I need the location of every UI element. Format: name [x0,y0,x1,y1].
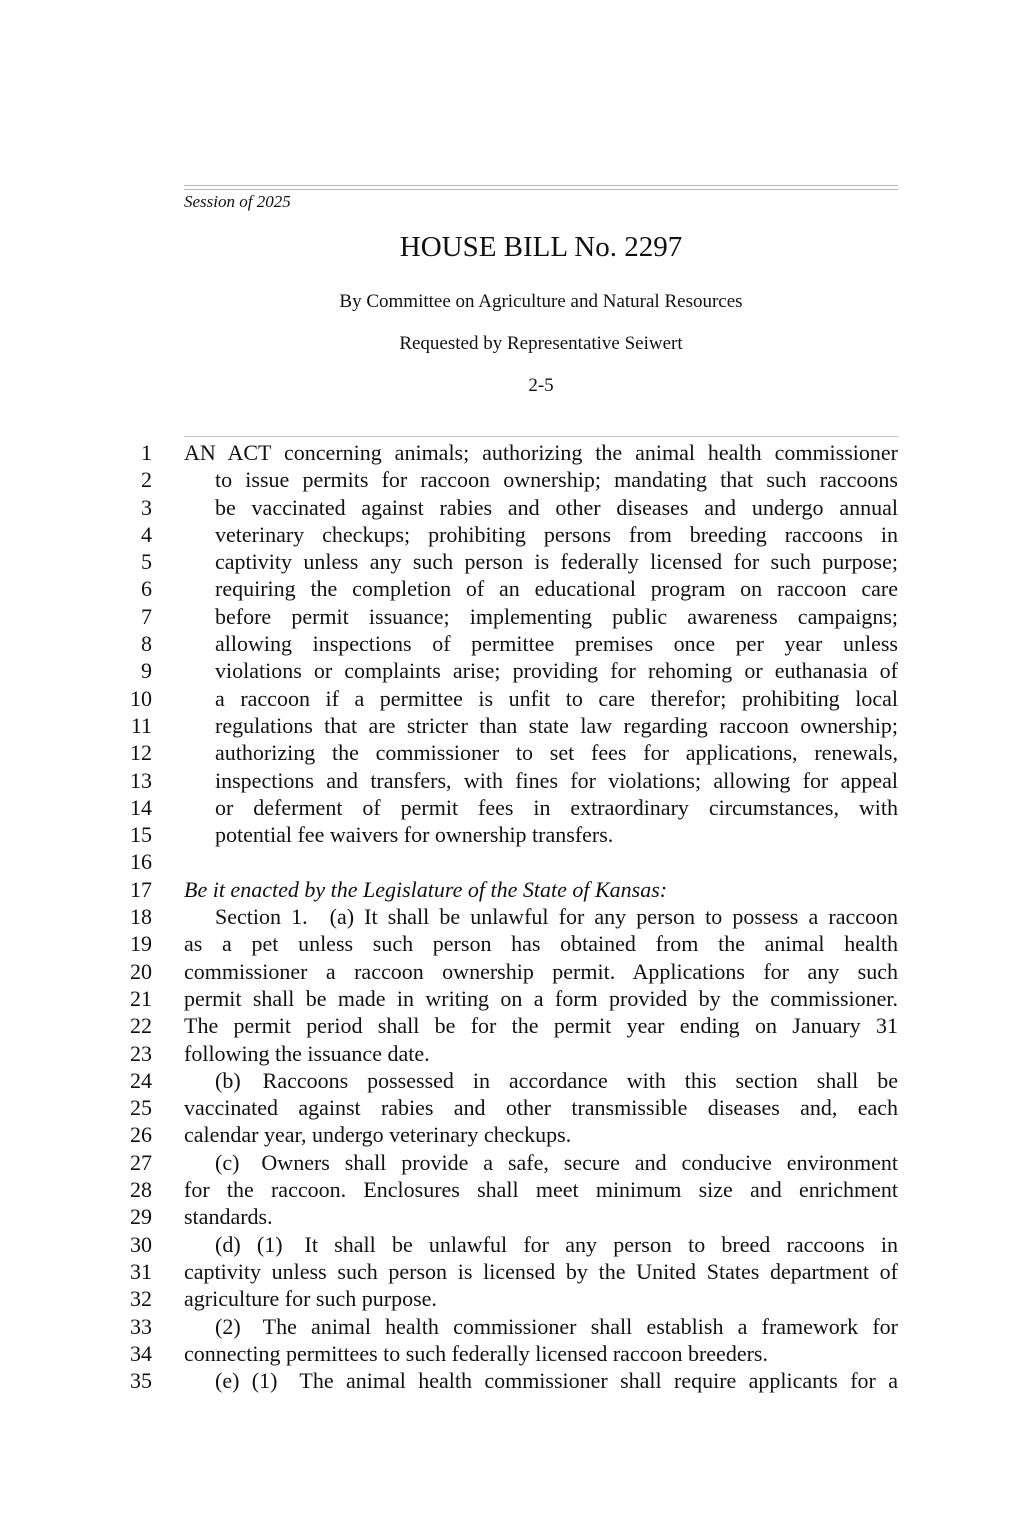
line-number: 8 [141,631,152,657]
act-title-line: veterinary checkups; prohibiting persons from breeding raccoons in [215,521,898,547]
bill-date: 2-5 [528,375,554,396]
line-number: 28 [130,1177,152,1203]
line-number: 31 [130,1258,152,1284]
section-text-line: (b) Raccoons possessed in accordance with this section shall be [215,1067,898,1093]
line-number: 27 [130,1149,152,1175]
line-number: 9 [141,658,152,684]
line-number: 11 [130,712,152,738]
act-title-line: be vaccinated against rabies and other diseases and undergo annual [215,494,898,520]
line-number: 23 [130,1040,152,1066]
section-text-line: The permit period shall be for the permit year ending on January 31 [184,1013,898,1039]
act-title-line: AN ACT concerning animals; authorizing the animal health commissioner [184,440,898,465]
act-title-line: requiring the completion of an educational program on raccoon care [215,576,898,602]
line-number: 30 [130,1231,152,1257]
section-text-line: connecting permittees to such federally licensed raccoon breeders. [184,1340,768,1366]
bill-body [184,439,898,1394]
line-number: 21 [130,985,152,1011]
section-text-line: following the issuance date. [184,1040,430,1066]
header-double-rule [184,185,898,190]
line-number: 19 [130,931,152,957]
line-number: 14 [130,794,152,820]
act-title-line: regulations that are stricter than state law regarding raccoon ownership; [215,712,898,738]
section-text-line: as a pet unless such person has obtained from the animal health [184,931,898,957]
act-title-line: before permit issuance; implementing public awareness campaigns; [215,603,898,629]
act-title-line: or deferment of permit fees in extraordinary circumstances, with [215,794,898,820]
section-text-line: (2) The animal health commissioner shall establish a framework for [215,1313,898,1339]
line-number: 10 [130,685,152,711]
section-text-line: permit shall be made in writing on a form provided by the commissioner. [184,985,898,1011]
line-number: 20 [130,958,152,984]
blank-line [184,848,898,875]
line-number: 12 [130,740,152,766]
line-number: 16 [130,849,152,875]
session-label: Session of 2025 [184,192,291,211]
line-number: 17 [130,876,152,902]
line-number: 22 [130,1013,152,1039]
section-text-line: Section 1. (a) It shall be unlawful for any person to possess a raccoon [215,904,898,930]
section-text-line: (e) (1) The animal health commissioner shall require applicants for a [215,1368,898,1394]
line-number: 34 [130,1340,152,1366]
line-number: 5 [141,549,152,575]
enacting-clause: Be it enacted by the Legislature of the State of Kansas: [184,876,668,902]
bill-byline: By Committee on Agriculture and Natural Resources [339,291,743,312]
section-text-line: agriculture for such purpose. [184,1286,437,1312]
line-number: 35 [130,1368,152,1394]
act-title-line: to issue permits for raccoon ownership; mandating that such raccoons [215,467,898,493]
act-title-line: inspections and transfers, with fines for violations; allowing for appeal [215,767,898,793]
section-text-line: vaccinated against rabies and other transmissible diseases and, each [184,1095,898,1121]
line-number: 13 [130,767,152,793]
line-number-column [112,439,152,1394]
section-text-line: for the raccoon. Enclosures shall meet minimum size and enrichment [184,1177,898,1203]
section-text-line: standards. [184,1204,273,1230]
section-text-line: (c) Owners shall provide a safe, secure and conducive environment [215,1149,898,1175]
act-title-line: authorizing the commissioner to set fees for applications, renewals, [215,740,898,766]
bill-requested-by: Requested by Representative Seiwert [399,333,683,354]
line-number: 25 [130,1095,152,1121]
section-text-line: captivity unless such person is licensed by the United States department of [184,1258,898,1284]
bill-title: HOUSE BILL No. 2297 [399,231,683,263]
section-text-line: commissioner a raccoon ownership permit. Applications for any such [184,958,898,984]
line-number: 3 [141,494,152,520]
line-number: 24 [130,1067,152,1093]
line-number: 7 [141,603,152,629]
title-divider-rule [184,436,898,437]
act-title-line: captivity unless any such person is federally licensed for such purpose; [215,549,898,575]
act-title-line: a raccoon if a permittee is unfit to care therefor; prohibiting local [215,685,898,711]
line-number: 4 [141,521,152,547]
line-number: 32 [130,1286,152,1312]
line-number: 6 [141,576,152,602]
line-number: 2 [141,467,152,493]
line-number: 29 [130,1204,152,1230]
line-number: 33 [130,1313,152,1339]
act-title-line: potential fee waivers for ownership transfers. [215,822,614,848]
line-number: 18 [130,904,152,930]
act-title-line: allowing inspections of permittee premises once per year unless [215,631,898,657]
line-number: 15 [130,822,152,848]
section-text-line: (d) (1) It shall be unlawful for any person to breed raccoons in [215,1231,898,1257]
line-number: 1 [141,440,152,465]
act-title-line: violations or complaints arise; providing for rehoming or euthanasia of [215,658,898,684]
line-number: 26 [130,1122,152,1148]
section-text-line: calendar year, undergo veterinary checkups. [184,1122,572,1148]
